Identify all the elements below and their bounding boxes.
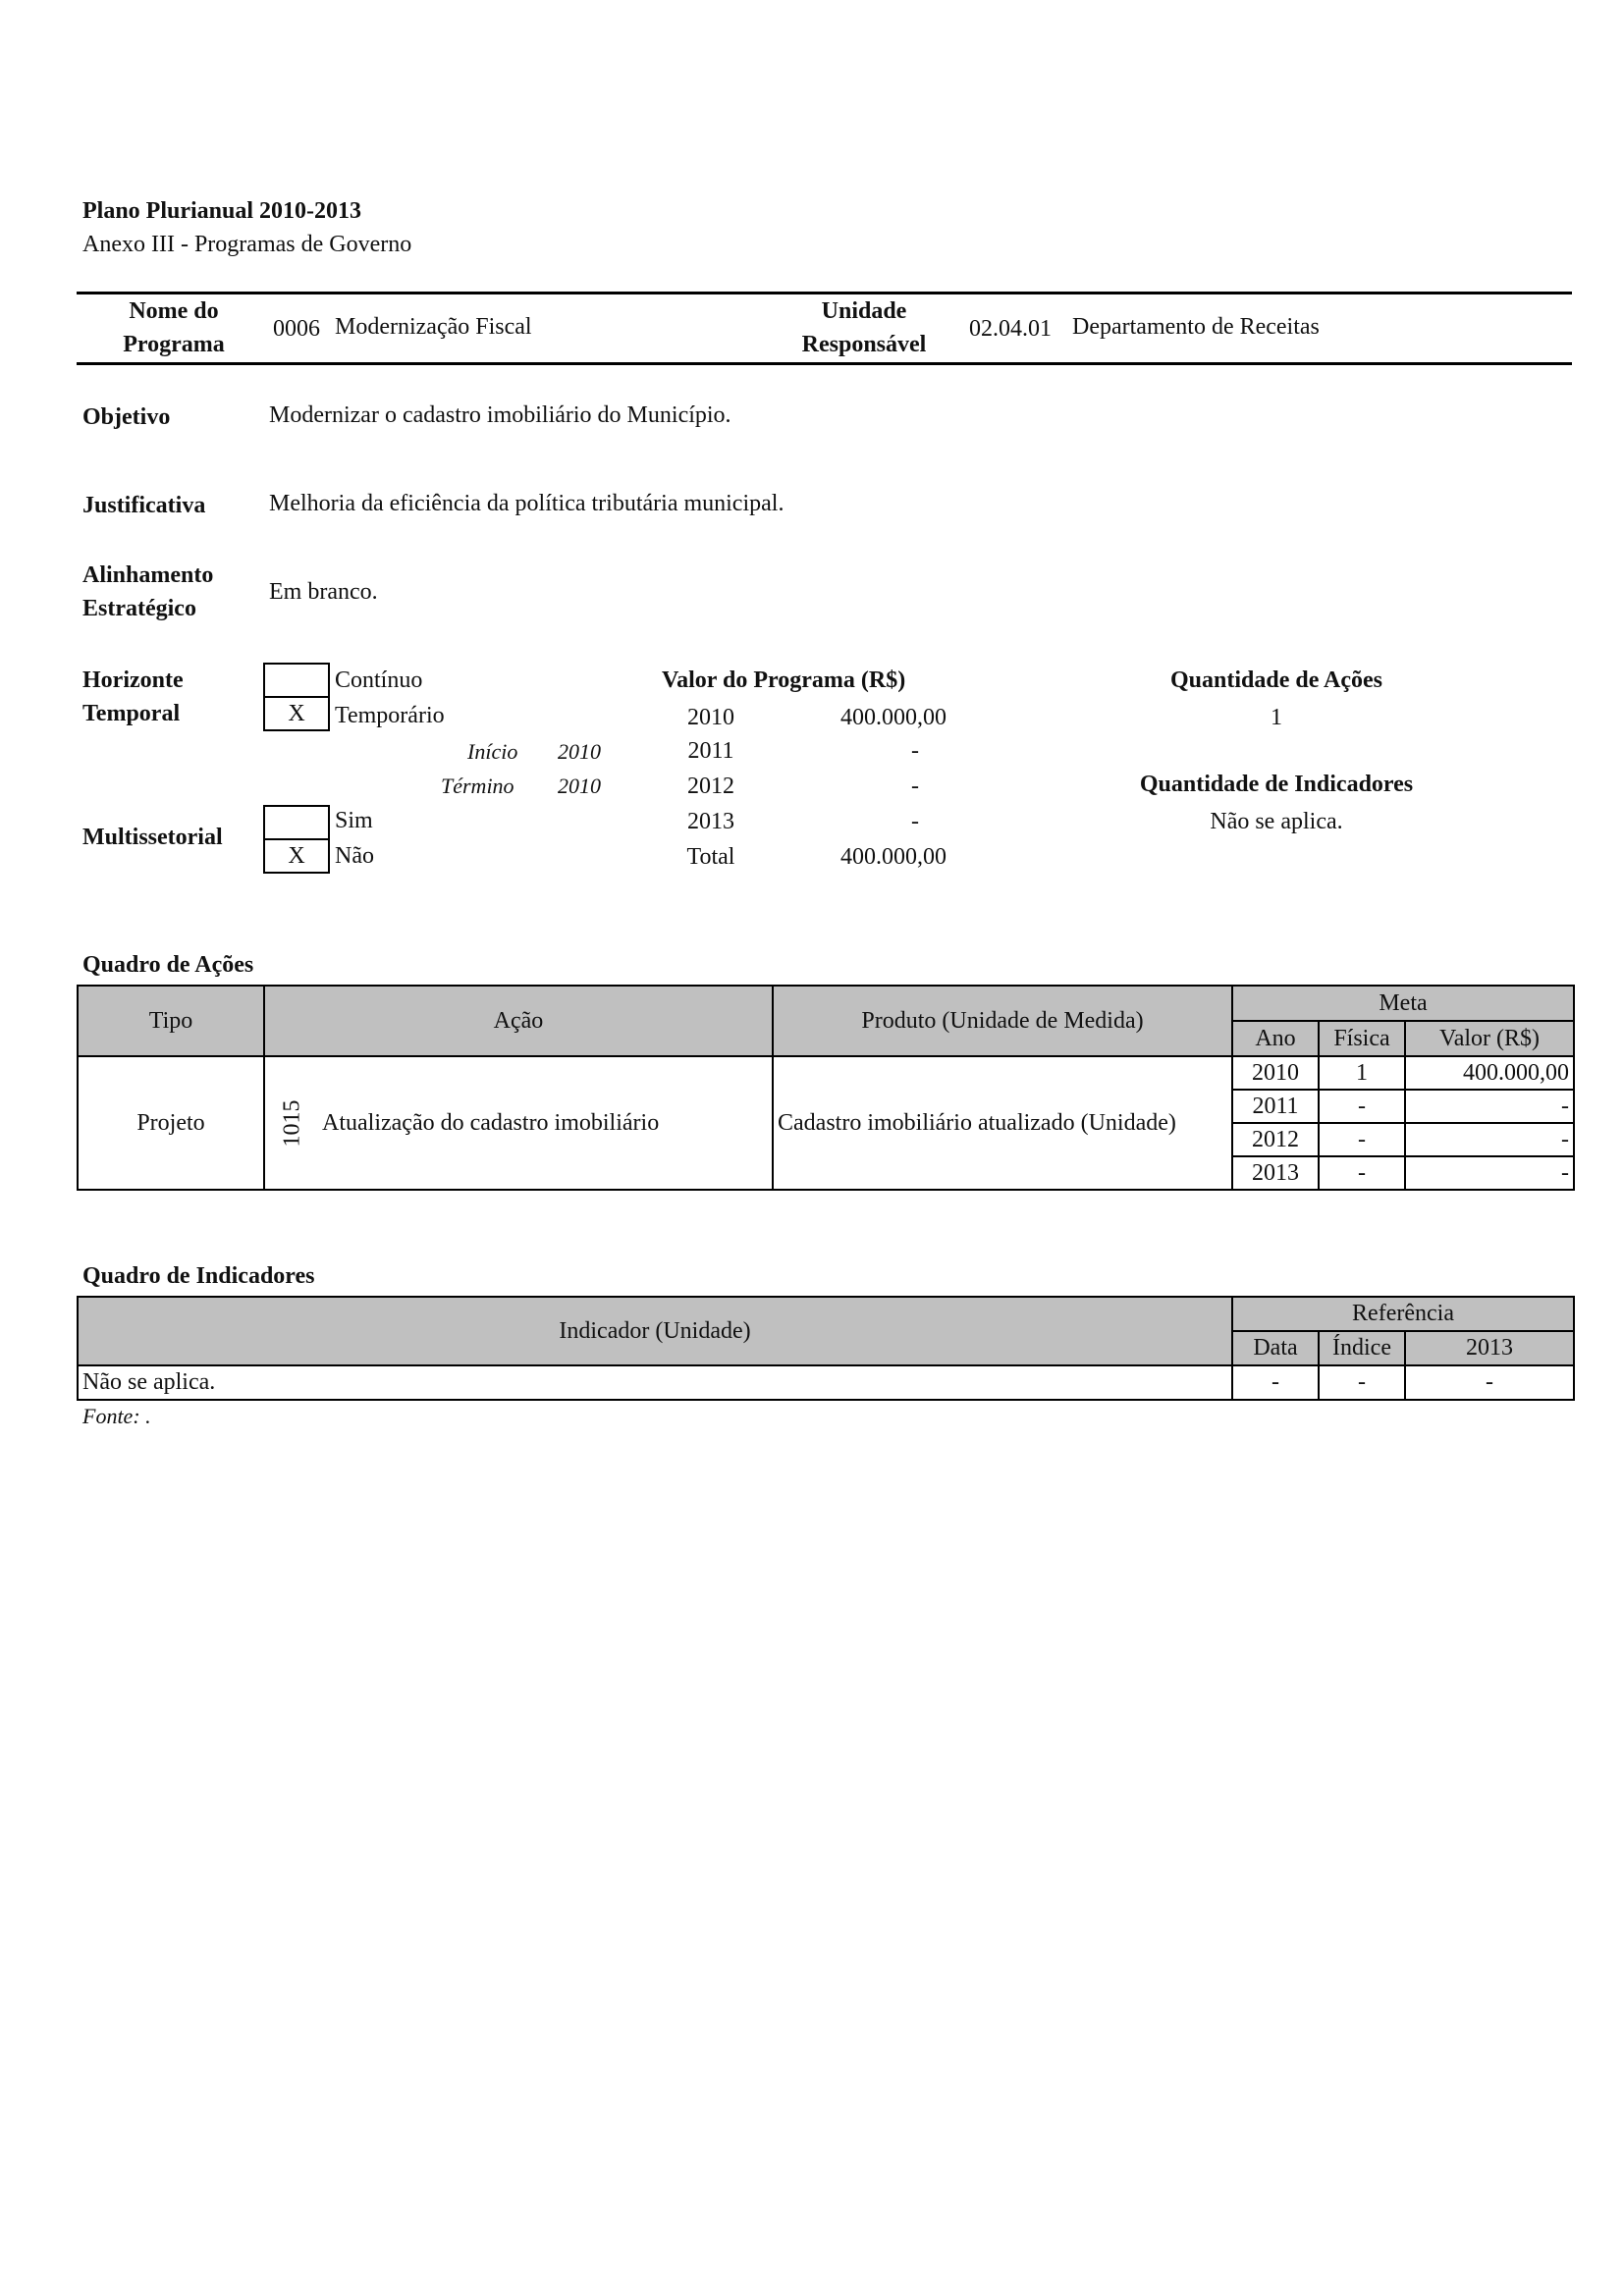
sim-label: Sim [335, 808, 373, 833]
meta-fisica: - [1319, 1123, 1405, 1156]
program-name: Modernização Fiscal [335, 314, 532, 340]
indicador-ano: - [1405, 1365, 1574, 1400]
acao-code: 1015 [279, 1099, 305, 1148]
acao-cell [264, 1056, 773, 1190]
temporario-mark: X [288, 701, 305, 726]
header-valor: Valor (R$) [1405, 1021, 1574, 1056]
meta-fisica: 1 [1319, 1056, 1405, 1090]
valor-year-2010: 2010 [687, 705, 734, 730]
indicador-value: Não se aplica. [78, 1365, 1232, 1400]
valor-amount-2011: - [911, 738, 919, 764]
objetivo-text: Modernizar o cadastro imobiliário do Município. [269, 402, 731, 428]
alinhamento-text: Em branco. [269, 579, 378, 605]
meta-valor: - [1405, 1123, 1574, 1156]
program-code: 0006 [273, 316, 320, 342]
header-referencia: Referência [1232, 1297, 1574, 1331]
acao-produto: Cadastro imobiliário atualizado (Unidade) [773, 1056, 1232, 1190]
valor-amount-2012: - [911, 774, 919, 799]
quantidade-acoes-value: 1 [1271, 705, 1282, 730]
meta-ano: 2010 [1232, 1056, 1319, 1090]
header-indice: Índice [1319, 1331, 1405, 1365]
meta-ano: 2013 [1232, 1156, 1319, 1190]
valor-amount-2013: - [911, 809, 919, 834]
nao-label: Não [335, 843, 374, 869]
header-acao: Ação [264, 986, 773, 1056]
meta-ano: 2012 [1232, 1123, 1319, 1156]
unit-code: 02.04.01 [969, 316, 1052, 342]
meta-valor: - [1405, 1090, 1574, 1123]
valor-year-2013: 2013 [687, 809, 734, 834]
sim-checkbox [263, 805, 330, 840]
meta-fisica: - [1319, 1090, 1405, 1123]
valor-year-2011: 2011 [687, 738, 734, 764]
header-tipo: Tipo [78, 986, 264, 1056]
unit-label-1: Unidade [821, 298, 907, 324]
termino-year: 2010 [558, 774, 601, 798]
objetivo-label: Objetivo [82, 404, 171, 430]
header-produto: Produto (Unidade de Medida) [773, 986, 1232, 1056]
meta-valor: - [1405, 1156, 1574, 1190]
table-row [78, 1056, 1574, 1090]
unit-name: Departamento de Receitas [1072, 314, 1320, 340]
quantidade-indicadores-value: Não se aplica. [1210, 809, 1343, 834]
valor-programa-title: Valor do Programa (R$) [662, 667, 906, 693]
quadro-indicadores-table [77, 1296, 1575, 1401]
valor-year-2012: 2012 [687, 774, 734, 799]
header-data: Data [1232, 1331, 1319, 1365]
fonte-note: Fonte: . [82, 1404, 151, 1428]
header-indicador: Indicador (Unidade) [78, 1297, 1232, 1365]
program-bar-bottom-rule [77, 362, 1572, 365]
quantidade-indicadores-title: Quantidade de Indicadores [1139, 772, 1414, 797]
nao-mark: X [288, 843, 305, 869]
temporario-label: Temporário [335, 703, 445, 728]
inicio-year: 2010 [558, 739, 601, 764]
table-row [78, 1365, 1574, 1400]
justificativa-text: Melhoria da eficiência da política tributária municipal. [269, 491, 784, 516]
indicador-indice: - [1319, 1365, 1405, 1400]
unit-label-2: Responsável [801, 332, 927, 357]
program-name-label-1: Nome do [129, 298, 219, 324]
meta-valor: 400.000,00 [1405, 1056, 1574, 1090]
header-ano-2013: 2013 [1405, 1331, 1574, 1365]
quadro-acoes-title: Quadro de Ações [82, 952, 254, 978]
acao-tipo: Projeto [78, 1056, 264, 1190]
header-meta: Meta [1232, 986, 1574, 1021]
quadro-indicadores-title: Quadro de Indicadores [82, 1263, 315, 1289]
inicio-label: Início [467, 739, 518, 764]
justificativa-label: Justificativa [82, 493, 206, 518]
program-bar-top-rule [77, 292, 1572, 294]
meta-ano: 2011 [1232, 1090, 1319, 1123]
continuo-checkbox [263, 663, 330, 698]
acao-name: Atualização do cadastro imobiliário [322, 1109, 660, 1136]
termino-label: Término [441, 774, 514, 798]
meta-fisica: - [1319, 1156, 1405, 1190]
document-title: Plano Plurianual 2010-2013 [82, 198, 362, 224]
alinhamento-label-2: Estratégico [82, 596, 196, 621]
header-ano: Ano [1232, 1021, 1319, 1056]
quadro-acoes-table [77, 985, 1575, 1191]
program-name-label-2: Programa [123, 332, 225, 357]
quantidade-acoes-title: Quantidade de Ações [1169, 667, 1383, 693]
indicador-data: - [1232, 1365, 1319, 1400]
horizonte-label-1: Horizonte [82, 667, 184, 693]
valor-total-label: Total [686, 844, 735, 870]
horizonte-label-2: Temporal [82, 701, 181, 726]
valor-amount-2010: 400.000,00 [840, 705, 947, 730]
continuo-label: Contínuo [335, 667, 423, 693]
multissetorial-label: Multissetorial [82, 825, 223, 850]
document-subtitle: Anexo III - Programas de Governo [82, 232, 412, 257]
alinhamento-label-1: Alinhamento [82, 562, 214, 588]
valor-total-amount: 400.000,00 [840, 844, 947, 870]
header-fisica: Física [1319, 1021, 1405, 1056]
